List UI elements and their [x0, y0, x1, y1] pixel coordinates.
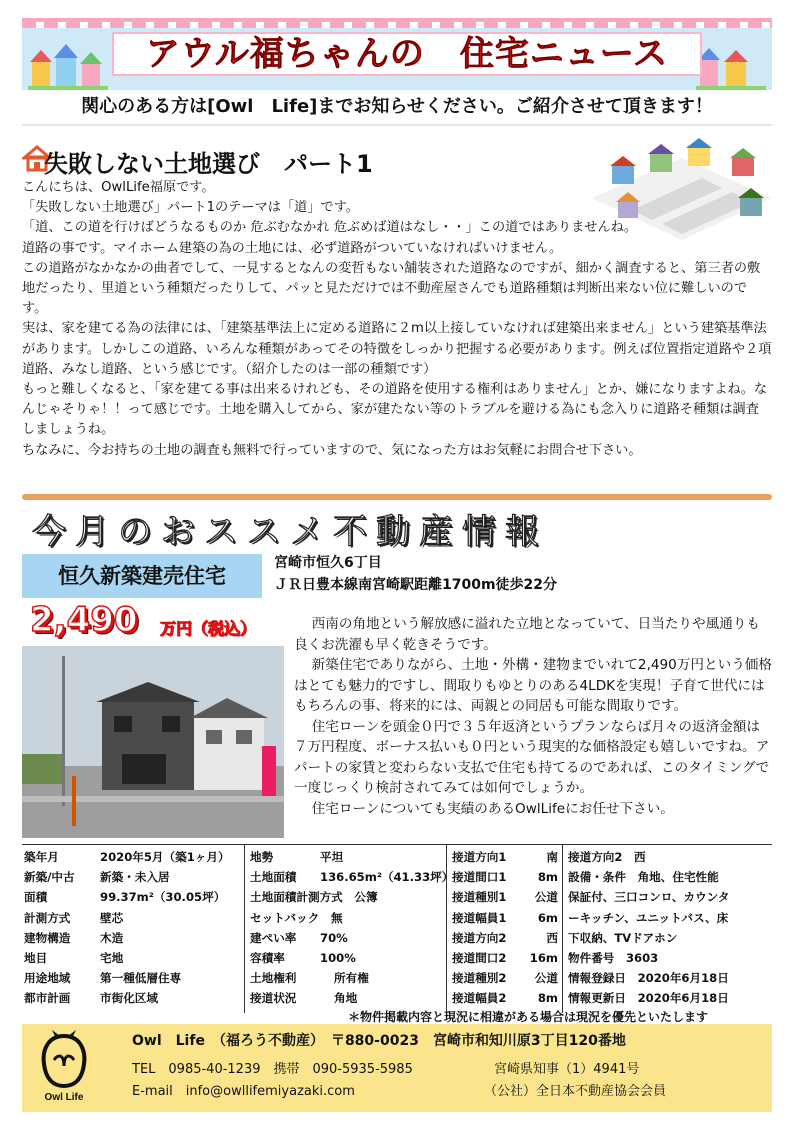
- paragraph: 住宅ローンを頭金０円で３５年返済というプランならば月々の返済金額は７万円程度、ボーナス払いも０円という現実的な価格設定も嬉しいですね。アパートの家賃と変わらない支払で住宅も持てるのであれば、このタイミングで一度じっくり検討されてみては如何でしょうか。: [294, 718, 770, 796]
- spec-row: 物件番号 3603: [568, 951, 659, 966]
- property-address: 宮崎市恒久6丁目: [274, 555, 382, 571]
- property-description: [294, 614, 772, 819]
- disclaimer-note: ＊物件掲載内容と現況に相違がある場合は現況を優先といたします: [348, 1010, 709, 1024]
- spec-row: 都市計画 市街化区域: [24, 991, 158, 1006]
- spec-row: 容積率 100%: [250, 951, 356, 966]
- spec-table: [22, 844, 772, 1013]
- property-price: 2,490: [30, 600, 138, 640]
- spec-row: 建物構造 木造: [24, 930, 124, 945]
- spec-row: 接道幅員1 6m: [452, 910, 558, 925]
- spec-row: 土地面積計測方式 公簿: [250, 890, 378, 905]
- paragraph: 「道、この道を行けばどうなるものか 危ぶむなかれ 危ぶめば道はなし・・」この道ではありませんね。: [22, 220, 638, 236]
- spec-row: 面積 99.37m²（30.05坪）: [24, 890, 226, 905]
- paragraph: 「失敗しない土地選び」パート1のテーマは「道」です。: [22, 200, 360, 216]
- property-access: ＪＲ日豊本線南宮崎駅距離1700m徒歩22分: [274, 577, 558, 593]
- spec-column-4: [568, 847, 729, 1009]
- column-divider: [244, 845, 245, 1013]
- spec-row: 地勢 平坦: [250, 850, 344, 864]
- footer: [22, 1024, 772, 1112]
- houses-icon: [28, 32, 108, 92]
- flyer-page: [22, 18, 772, 1108]
- spec-row: 地目 宅地: [24, 951, 124, 966]
- paragraph: 西南の角地という解放感に溢れた立地となっていて、日当たりや風通りも良くお洗濯も早く乾きそうです。: [294, 616, 760, 653]
- paragraph: 新築住宅でありながら、土地・外構・建物までいれて2,490万円という価格はとても魅力的ですし、間取りもゆとりのある4LDKを実現！子育て世代にはもちろんの事、将来的には、両親との同居も可能な間取りです。: [294, 657, 772, 714]
- spec-row: 接道方向1 南: [452, 850, 558, 864]
- spec-row: 計測方式 壁芯: [24, 910, 124, 925]
- spec-row: 新築/中古 新築・未入居: [24, 870, 170, 885]
- spec-column-1: [24, 847, 230, 1009]
- paragraph: この道路がなかなかの曲者でして、一見するとなんの変哲もない舗装された道路なのですが、細かく調査すると、第三者の敷地だったり、里道という種類だったりして、パッと見ただけでは不動産屋さんでも道路種類は判断出来ない位に難しいのです。: [22, 260, 761, 317]
- paragraph: ちなみに、今お持ちの土地の調査も無料で行っていますので、気になった方はお気軽にお問合せ下さい。: [22, 442, 642, 458]
- decorative-stripes: [22, 22, 772, 28]
- spec-row: セットバック 無: [250, 910, 343, 925]
- spec-row: 築年月 2020年5月（築1ヶ月）: [24, 850, 230, 864]
- column-divider: [562, 845, 563, 1013]
- spec-row: 保証付、三口コンロ、カウンタ: [568, 890, 730, 905]
- section1-body: [22, 178, 772, 461]
- header-banner: [22, 18, 772, 94]
- spec-row: 接道間口2 16m: [452, 951, 558, 966]
- spec-column-2: [250, 847, 453, 1009]
- spec-row: 接道種別2 公道: [452, 971, 558, 986]
- paragraph: 住宅ローンについても実績のあるOwlLifeにお任せ下さい。: [311, 800, 674, 817]
- spec-row: ーキッチン、ユニットバス、床: [568, 910, 729, 925]
- owl-logo-icon: [34, 1030, 94, 1106]
- spec-row: 情報更新日 2020年6月18日: [568, 991, 729, 1006]
- spec-row: 設備・条件 角地、住宅性能: [568, 870, 719, 885]
- spec-row: 土地面積 136.65m²（41.33坪）: [250, 870, 454, 885]
- property-name: 恒久新築建売住宅: [22, 554, 262, 598]
- section2-title: 今月のおススメ不動産情報: [32, 512, 548, 552]
- spec-row: 情報登録日 2020年6月18日: [568, 971, 729, 986]
- paragraph: 道路の事です。マイホーム建築の為の土地には、必ず道路がついていなければいけません。: [22, 240, 563, 256]
- paragraph: もっと難しくなると、「家を建てる事は出来るけれども、その道路を使用する権利はありません」とか、嫌になりますよね。なんじゃそりゃ！！って感じです。土地を購入してから、家が建たない等のトラブルを避ける為にも念入りに道路そ種類は調査しましょうね。: [22, 382, 768, 438]
- paragraph: 実は、家を建てる為の法律には、「建築基準法上に定める道路に２m以上接していなければ建築出来ません」という建築基準法があります。しかしこの道路、いろんな種類があってその特徴をしっかり把握する必要があります。例えば位置指定道路や２項道路、みなし道路、という感じです。（紹介したのは一部の種類です）: [22, 321, 772, 377]
- paragraph: こんにちは、OwlLife福原です。: [22, 180, 215, 195]
- banner-subtitle: 関心のある方は[Owl Life]までお知らせください。ご紹介させて頂きます！: [22, 90, 772, 126]
- spec-row: 接道間口1 8m: [452, 870, 558, 885]
- price-unit: 万円（税込）: [160, 619, 257, 638]
- property-photo: [22, 646, 284, 838]
- spec-row: 土地権利 所有権: [250, 971, 369, 986]
- spec-row: 接道方向2 西: [568, 850, 646, 864]
- spec-row: 接道幅員2 8m: [452, 991, 558, 1006]
- banner-title: アウル福ちゃんの 住宅ニュース: [112, 32, 702, 76]
- spec-column-3: [452, 847, 558, 1009]
- phone-info: TEL 0985-40-1239 携帯 090-5935-5985: [132, 1062, 413, 1077]
- section1-title: 失敗しない土地選び パート1: [44, 150, 373, 178]
- houses-icon: [696, 32, 766, 92]
- section-divider: [22, 494, 772, 500]
- company-info: Owl Life （福ろう不動産） 〒880-0023 宮崎市和知川原3丁目120番地: [132, 1033, 626, 1049]
- spec-row: 下収納、TVドアホン: [568, 930, 678, 945]
- email-info: E-mail info@owllifemiyazaki.com: [132, 1084, 355, 1099]
- license-info: 宮崎県知事（1）4941号: [494, 1062, 640, 1077]
- svg-text:Owl Life: Owl Life: [44, 1092, 84, 1103]
- spec-row: 用途地域 第一種低層住専: [24, 971, 182, 986]
- spec-row: 建ぺい率 70%: [250, 930, 348, 945]
- association-info: （公社）全日本不動産協会会員: [484, 1084, 667, 1099]
- spec-row: 接道状況 角地: [250, 991, 358, 1006]
- spec-row: 接道種別1 公道: [452, 890, 558, 905]
- spec-row: 接道方向2 西: [452, 930, 558, 945]
